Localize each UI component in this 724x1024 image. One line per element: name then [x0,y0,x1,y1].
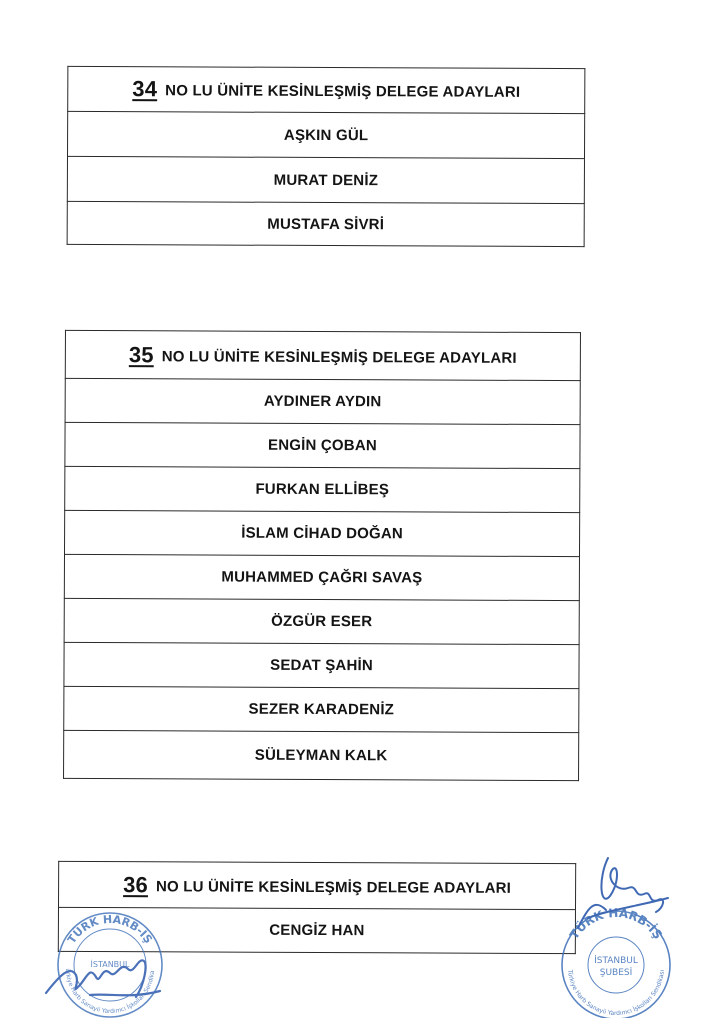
left-seal-center-text: İSTANBUL [90,960,130,969]
candidate-name: İSLAM CİHAD DOĞAN [65,510,580,556]
unit-35-header [65,330,580,380]
unit-34-table [67,66,586,247]
right-seal-stamp [548,848,678,1018]
candidate-name: CENGİZ HAN [58,907,575,953]
unit-35-number: 35 [128,341,154,367]
right-seal-top-text: TÜRK HARB-İŞ [566,905,666,942]
unit-36-number: 36 [123,871,149,897]
candidate-name: ENGİN ÇOBAN [65,422,580,468]
unit-34-header [68,66,585,113]
candidate-name: MUSTAFA SİVRİ [67,201,584,246]
unit-35-heading: NO LU ÜNİTE KESİNLEŞMİŞ DELEGE ADAYLARI [161,347,517,367]
unit-36-header [58,861,575,909]
candidate-name: MURAT DENİZ [67,156,584,203]
right-seal-center-line1: İSTANBUL [594,956,638,966]
left-seal-stamp [40,905,180,1020]
unit-36-heading: NO LU ÜNİTE KESİNLEŞMİŞ DELEGE ADAYLARI [155,877,512,897]
unit-35-table [63,330,581,781]
candidate-name: SÜLEYMAN KALK [64,730,579,780]
candidate-name: MUHAMMED ÇAĞRI SAVAŞ [64,554,579,600]
candidate-name: SEDAT ŞAHİN [64,642,579,688]
right-seal-bottom-text: Türkiye Harb Sanayii Yardımcı İşkolları Sendikası [566,969,666,1018]
unit-34-heading: NO LU ÜNİTE KESİNLEŞMİŞ DELEGE ADAYLARI [165,82,521,101]
candidate-name: SEZER KARADENİZ [64,686,579,732]
candidate-name: AŞKIN GÜL [67,111,584,158]
candidate-name: FURKAN ELLİBEŞ [65,466,580,512]
left-seal-bottom-text: ürkiye Harb Sanayii Yardımcı İşkolları Sendika [63,968,157,1016]
candidate-name: ÖZGÜR ESER [64,598,579,644]
left-seal-top-text: TÜRK HARB-İŞ [65,912,155,946]
unit-34-number: 34 [132,76,158,102]
candidate-name: AYDINER AYDIN [65,378,580,424]
right-seal-center-line2: ŞUBESİ [599,968,633,978]
